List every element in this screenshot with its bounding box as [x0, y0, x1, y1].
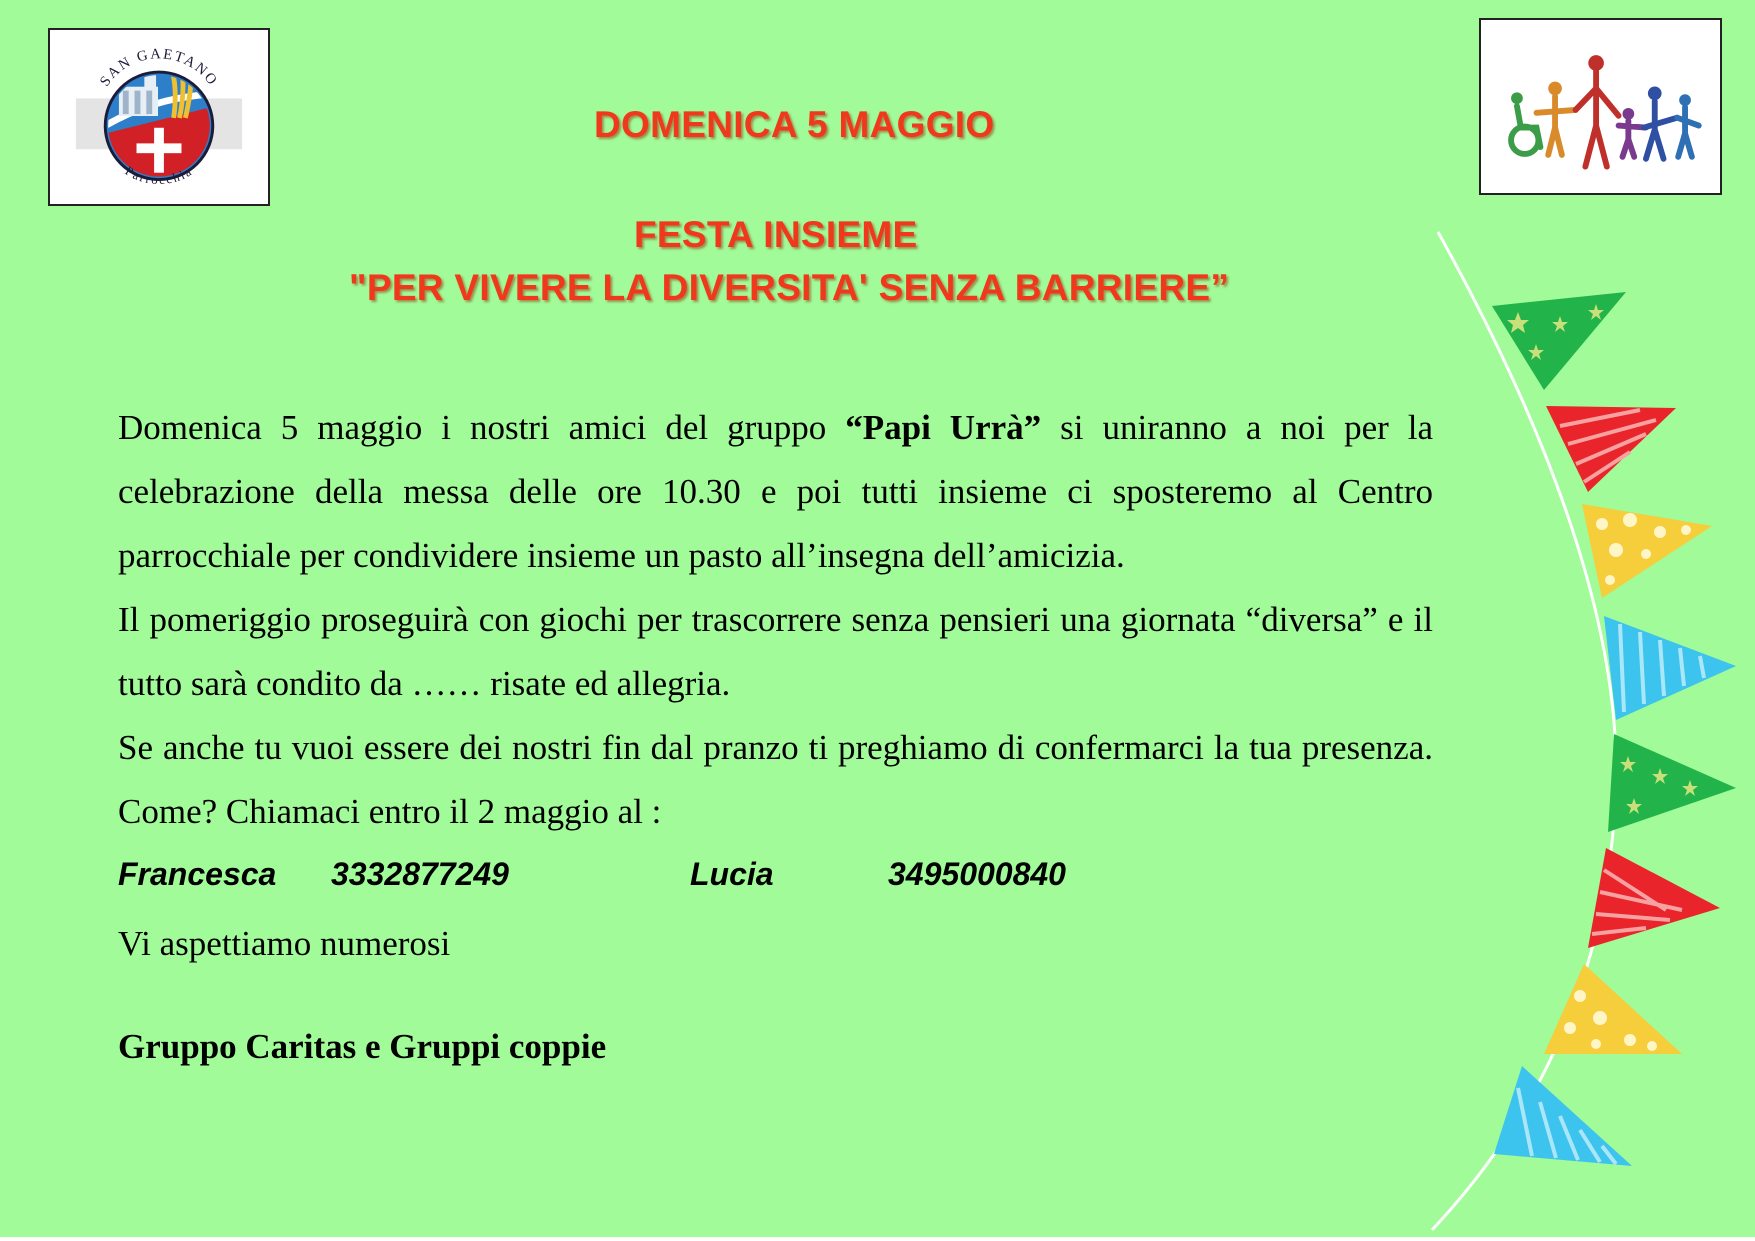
contact-phone: 3332877249 [331, 856, 509, 892]
group-name: “Papi Urrà” [845, 408, 1042, 447]
garland-flag-yellow-dots-icon [1544, 964, 1682, 1054]
event-title: FESTA INSIEME [634, 214, 918, 255]
garland-flag-blue-stripes-icon [1604, 616, 1736, 720]
logo-ring-text-bottom: Parrocchia [122, 163, 196, 188]
event-subtitle: "PER VIVERE LA DIVERSITA' SENZA BARRIERE” [349, 267, 1230, 308]
contact-name: Francesca [118, 856, 277, 892]
contact-name: Lucia [690, 856, 774, 892]
parish-logo [48, 28, 270, 206]
bunting-garland-decoration [1420, 220, 1755, 1237]
signature: Gruppo Caritas e Gruppi coppie [118, 1027, 607, 1066]
garland-flag-red-stripes-icon [1588, 848, 1720, 948]
contact-phone: 3495000840 [888, 856, 1066, 892]
paragraph-rsvp: Se anche tu vuoi essere dei nostri fin dal pranzo ti preghiamo di confermarci la tua presenza. Come? Chiamaci entro il 2 maggio al : [118, 728, 1433, 831]
parish-emblem-icon [50, 30, 268, 204]
people-holding-hands-icon [1481, 20, 1720, 193]
closing-line: Vi aspettiamo numerosi [118, 924, 451, 963]
garland-flag-yellow-dots-icon [1582, 504, 1712, 598]
logo-ring-text-top: SAN GAETANO [97, 46, 221, 90]
inclusion-logo [1479, 18, 1722, 195]
garland-flag-blue-stripes-icon [1494, 1066, 1632, 1166]
event-date-title: DOMENICA 5 MAGGIO [594, 104, 995, 145]
intro-text-start: Domenica 5 maggio i nostri amici del gruppo [118, 408, 846, 447]
paragraph-intro [118, 396, 1433, 588]
garland-flag-red-stripes-icon [1546, 406, 1676, 492]
garland-flag-green-stars-icon [1608, 734, 1736, 832]
paragraph-afternoon: Il pomeriggio proseguirà con giochi per trascorrere senza pensieri una giornata “diversa” e il tutto sarà condito da …… risate ed allegria. [118, 600, 1433, 703]
intro-text-end: si uniranno a noi per la celebrazione della messa delle ore 10.30 e poi tutti insieme ci sposteremo al Centro parrocchiale per condividere insieme un pasto all’insegna dell’amicizia. [118, 408, 1433, 575]
